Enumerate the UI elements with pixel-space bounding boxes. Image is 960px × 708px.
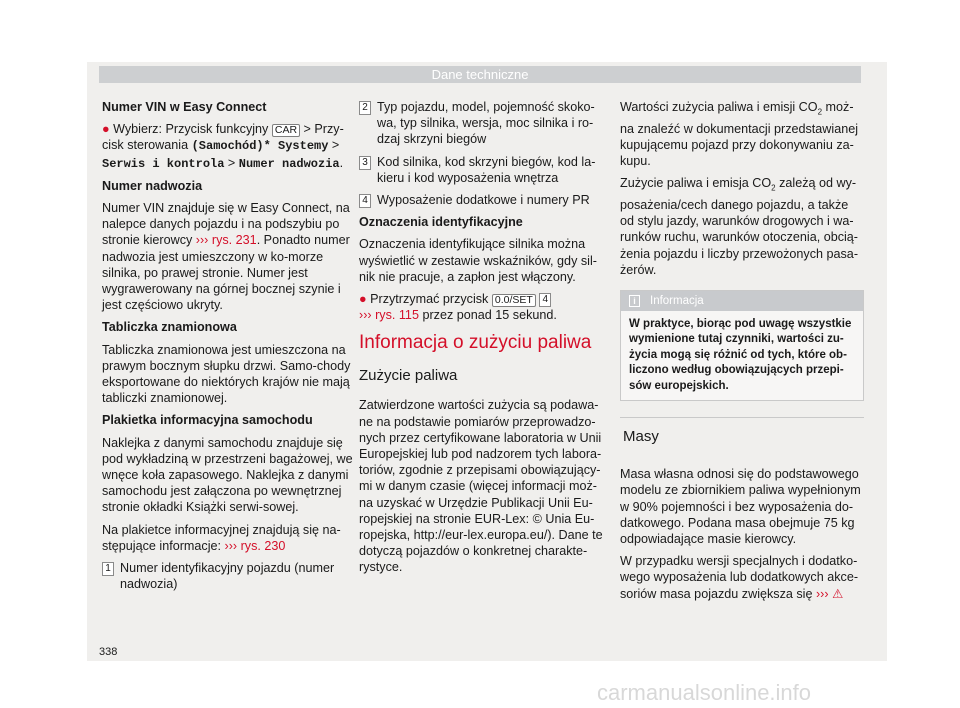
car-button: CAR — [272, 124, 300, 137]
identification-text: Oznaczenia identyfikujące silnika można wyświetlić w zestawie wskaźników, gdy sil-nik nie pracuje, a zapłon jest włączony. — [359, 237, 597, 284]
figure-reference-link[interactable]: ››› rys. 115 — [359, 308, 419, 323]
heading-vin: Numer VIN w Easy Connect — [102, 100, 267, 114]
masses-text-2: W przypadku wersji specjalnych i dodatko-wego wyposażenia lub dodatkowych akce-soriów masa pojazdu zwiększa się ››› ⚠ — [620, 554, 859, 601]
subsection-title: Masy — [623, 428, 659, 446]
item-number-badge: 1 — [102, 562, 114, 576]
column-1 — [102, 99, 354, 598]
list-item: 2 Typ pojazdu, model, pojemność skoko-wa, typ silnika, wersja, moc silnika i ro-dzaj skrzyni biegów — [359, 99, 609, 148]
info-sticker-text: Naklejka z danymi samochodu znajduje się pod wykładziną w przestrzeni bagażowej, we wnęce koła zapasowego. Naklejka z danymi samochodu jest załączona po wewnętrznej stronie okładki Książki serwi-sowej. — [102, 435, 353, 515]
bullet-dot-icon: ● — [102, 122, 110, 137]
heading-identification: Oznaczenia identyfikacyjne — [359, 215, 523, 230]
info-box-body: W praktyce, biorąc pod uwagę wszystkie wymienione tutaj czynniki, wartości zu-życia mogą się różnić od tych, które ob-liczono według obowiązujących przepi-sów europejskich. — [629, 318, 852, 392]
plate-text: Tabliczka znamionowa jest umieszczona na prawym bocznym słupku drzwi. Samo-chody eksportowane do niektórych krajów nie mają tabliczki znamionowej. — [102, 342, 351, 406]
heading-info-sticker: Plakietka informacyjna samochodu — [102, 413, 313, 428]
masses-text-1: Masa własna odnosi się do podstawowego modelu ze zbiornikiem paliwa wypełnionym w 90% pojemności i bez wyposażenia do-datkowego. Podana masa obejmuje 75 kg odpowiadające masie kierowcy. — [620, 467, 861, 546]
press-instruction: ● Przytrzymać przycisk 0.0/SET 4 ››› rys. 115 przez ponad 15 sekund. — [359, 292, 557, 323]
item-number-badge: 2 — [359, 101, 371, 115]
page-number: 338 — [99, 646, 118, 658]
body-number-text: Numer VIN znajduje się w Easy Connect, na nalepce danych pojazdu i na podszybiu po stronie kierowcy ››› rys. 231. Ponadto numer nadwozia jest umieszczony w ko-morze silnika, po prawej stronie. Numer jest wygrawerowany na górnej bocznej szynie i jest częściowo ukryty. — [102, 201, 350, 313]
column-3 — [620, 99, 864, 608]
item-number-badge: 4 — [539, 293, 551, 307]
info-box-header: i Informacja — [621, 291, 863, 311]
info-icon: i — [629, 295, 640, 307]
set-button: 0.0/SET — [492, 294, 536, 307]
info-box — [620, 290, 864, 401]
section-header: Dane techniczne — [99, 66, 861, 83]
co2-text-1: Wartości zużycia paliwa i emisji $CO_2$ moż-na znaleźć w dokumentacji przedstawianej kupującemu pojazd przy dokonywaniu za-kupu. — [620, 100, 859, 169]
heading-body-number: Numer nadwozia — [102, 178, 203, 193]
masses-section-header — [620, 417, 864, 456]
item-number-badge: 4 — [359, 194, 371, 208]
list-item: 4 Wyposażenie dodatkowe i numery PR — [359, 192, 609, 208]
figure-reference-link[interactable]: ››› rys. 231 — [195, 233, 257, 248]
list-item: 1 Numer identyfikacyjny pojazdu (numer nadwozia) — [102, 560, 354, 592]
figure-reference-link[interactable]: ››› rys. 230 — [224, 538, 286, 553]
vin-instruction: ● Wybierz: Przycisk funkcyjny CAR > Przy-cisk sterowania (Samochód)* Systemy > Serwis i kontrola > Numer nadwozia. — [102, 122, 344, 171]
item-number-badge: 3 — [359, 156, 371, 170]
info-sticker-text-2: Na plakietce informacyjnej znajdują się na-stępujące informacje: ››› rys. 230 — [102, 522, 341, 553]
consumption-text: Zatwierdzone wartości zużycia są podawa-ne na podstawie pomiarów przeprowadzo-nych przez certyfikowane laboratoria w Unii Europejskiej lub pod nadzorem tych labora-toriów, zgodnie z przepisami obowiązujący-mi w danym czasie (więcej informacji moż-na uzyskać w Urzędzie Publikacji Unii Eu-ropejskiej na stronie EUR-Lex: © Unia Eu-ropejska, http://eur-lex.europa.eu/). Dane te dotyczą pojazdów o konkretnej charakte-rystyce. — [359, 398, 603, 575]
section-title: Informacja o zużyciu paliwa — [359, 332, 592, 354]
warning-triangle-icon: ⚠ — [832, 586, 844, 601]
bullet-dot-icon: ● — [359, 292, 367, 307]
watermark: carmanualsonline.info — [597, 680, 812, 705]
subsection-title: Zużycie paliwa — [359, 367, 458, 385]
column-2 — [359, 99, 609, 582]
heading-plate: Tabliczka znamionowa — [102, 320, 237, 335]
list-item: 3 Kod silnika, kod skrzyni biegów, kod la-kieru i kod wyposażenia wnętrza — [359, 154, 609, 186]
co2-text-2: Zużycie paliwa i emisja $CO_2$ zależą od wy-posażenia/cech danego pojazdu, a także od stylu jazdy, warunków drogowych i wa-runków ruchu, warunków otoczenia, obcią-żenia pojazdu i liczby przewożonych pasa-żerów. — [620, 176, 859, 277]
reference-link[interactable]: ››› — [815, 586, 833, 601]
